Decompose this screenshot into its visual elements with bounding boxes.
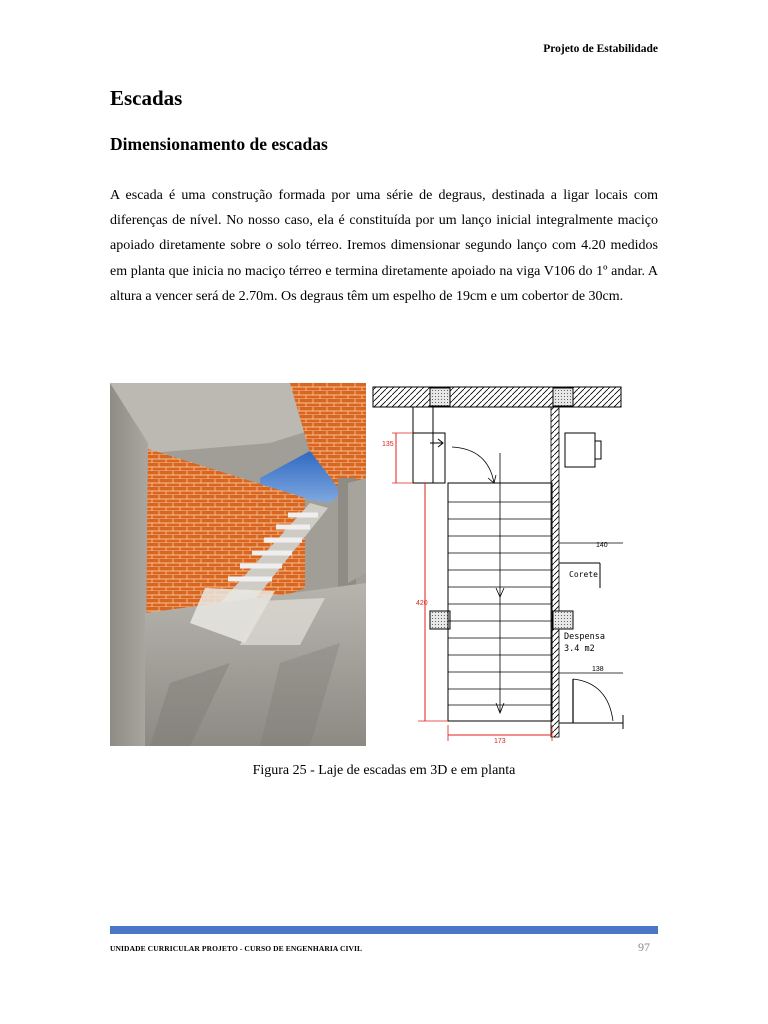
section-subtitle: Dimensionamento de escadas (110, 134, 328, 154)
page-number: 97 (638, 940, 650, 954)
label-area: 3.4 m2 (564, 644, 595, 654)
footer-bar (110, 926, 658, 934)
dim-138: 138 (592, 666, 604, 673)
stair-plan-drawing (368, 383, 628, 748)
dim-420: 420 (416, 600, 428, 607)
figure-caption: Figura 25 - Laje de escadas em 3D e em planta (252, 763, 516, 778)
label-corete: Corete (569, 570, 598, 579)
running-header: Projeto de Estabilidade (543, 43, 658, 55)
footer-text: UNIDADE CURRICULAR PROJETO - CURSO DE ENGENHARIA CIVIL (110, 944, 363, 953)
stair-3d-render (110, 383, 366, 746)
stair-plan-svg (368, 383, 628, 748)
dim-140: 140 (596, 542, 608, 549)
dim-135: 135 (382, 441, 394, 448)
dim-173: 173 (494, 738, 506, 745)
body-paragraph: A escada é uma construção formada por uma série de degraus, destinada a ligar locais com diferenças de nível. No nosso caso, ela é constituída por um lanço inicial integralmente maciço apoiado diretamente sobre o solo térreo. Iremos dimensionar segundo lanço com 4.20 medidos em planta que inicia no maciço térreo e termina diretamente apoiado na viga V106 do 1º andar. A altura a vencer será de 2.70m. Os degraus têm um espelho de 19cm e um cobertor de 30cm. (110, 188, 658, 304)
section-title: Escadas (110, 86, 183, 110)
label-despensa: Despensa (564, 632, 605, 642)
stair-3d-image (110, 383, 366, 746)
